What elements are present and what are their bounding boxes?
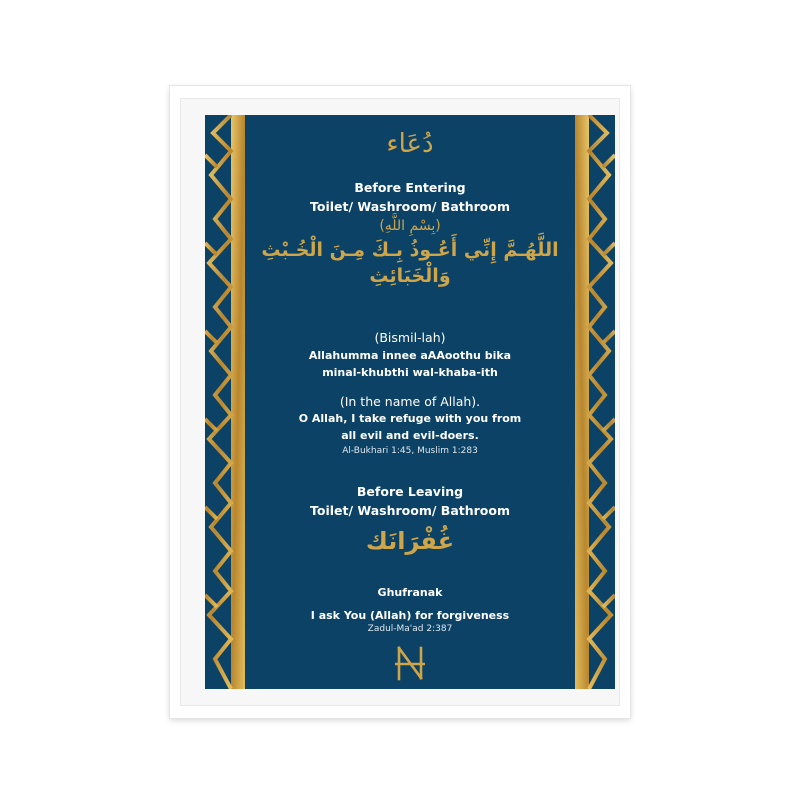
poster-content — [257, 115, 563, 689]
bismillah-transliteration: (Bismil-lah) — [374, 330, 446, 345]
entering-dua-arabic-line-1: اللَّهُـمَّ إِنِّي أَعُـوذُ بِـكَ مِـنَ الْخُـبْثِ — [261, 239, 559, 261]
translation-in-the-name: (In the name of Allah). — [339, 394, 481, 409]
brand-logo — [257, 645, 563, 681]
dua-title-arabic: دُعَاء — [386, 129, 434, 159]
gold-lattice-border-right — [575, 115, 615, 689]
entering-translation-line-2: all evil and evil-doers. — [341, 429, 479, 442]
leaving-dua-arabic: غُفْرَانَك — [365, 527, 455, 555]
picture-frame — [170, 86, 630, 718]
before-leaving-heading: Before Leaving — [356, 484, 464, 499]
bismillah-arabic: (بِسْمِ اللَّهِ) — [379, 218, 441, 234]
leaving-reference: Zadul-Ma'ad 2:387 — [367, 624, 453, 634]
before-entering-heading: Before Entering — [354, 180, 466, 195]
before-leaving-subheading: Toilet/ Washroom/ Bathroom — [310, 503, 510, 518]
dua-poster — [205, 115, 615, 689]
entering-reference: Al-Bukhari 1:45, Muslim 1:283 — [342, 446, 478, 456]
leaving-translation: I ask You (Allah) for forgiveness — [310, 609, 510, 622]
entering-translation-line-1: O Allah, I take refuge with you from — [298, 412, 522, 425]
gold-lattice-border-left — [205, 115, 245, 689]
leaving-transliteration: Ghufranak — [377, 586, 443, 599]
entering-transliteration-line-2: minal-khubthi wal-khaba-ith — [322, 366, 498, 379]
frame-mat — [180, 98, 620, 706]
before-entering-subheading: Toilet/ Washroom/ Bathroom — [310, 199, 510, 214]
entering-dua-arabic-line-2: وَالْخَبَائِثِ — [369, 265, 451, 287]
entering-transliteration-line-1: Allahumma innee aAAoothu bika — [308, 349, 512, 362]
